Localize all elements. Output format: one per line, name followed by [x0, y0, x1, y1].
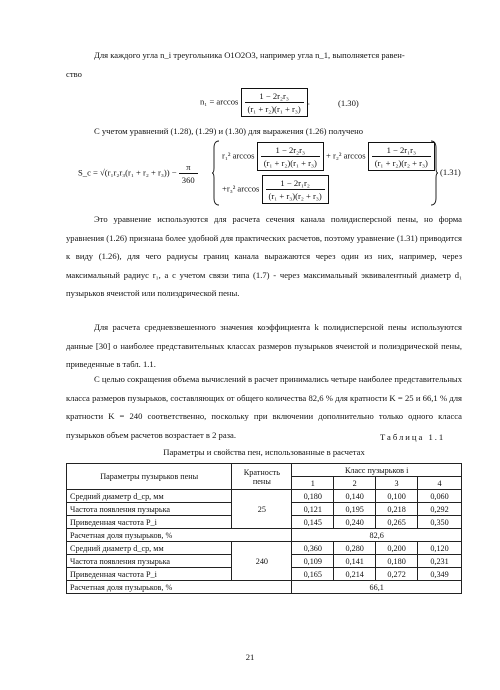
- equation-1-30: n₁ = arccos $\frac{\text{1 − 2r₂r₃}}{\text{(r₁ + r₂)(r₁ + r₃)}}$ .: [200, 88, 310, 117]
- eq130-lhs: n₁ = arccos: [200, 96, 239, 107]
- table-cell: 0,240: [334, 516, 376, 529]
- page-number: 21: [245, 652, 255, 662]
- eq131-pi: π: [179, 162, 198, 174]
- class-number: 4: [418, 477, 462, 490]
- class-number: 1: [292, 477, 334, 490]
- table-cell: 0,272: [376, 568, 418, 581]
- eq131-number: (1.31): [440, 167, 461, 177]
- row-label: Частота появления пузырька: [67, 555, 232, 568]
- paragraph-3: С целью сокращения объема вычислений в расчет принимались четыре наиболее представительных класса размеров пузырьков, составляющих от общего количества 82,6 % для кратности K = 25 и 66,1 % для кратности K = 240 соответственно, поскольку при включении дополнительно только одного класса пузырьков объем расчетов возрастает в 2 раза.: [66, 374, 462, 440]
- header-multiplicity: Кратность пены: [232, 464, 292, 490]
- table-row: [67, 529, 462, 542]
- eq131-term3-den: (r₁ + r₃)(r₂ + r₃): [268, 191, 322, 201]
- table-cell: 0,121: [292, 503, 334, 516]
- eq130-fraction: [245, 91, 304, 114]
- table-cell: 0,360: [292, 542, 334, 555]
- intro-line: Для каждого угла n_i треугольника O1O2O3, например угла n_1, выполняется равен-: [94, 50, 405, 60]
- table-cell: 0,120: [418, 542, 462, 555]
- intro-paragraph: [66, 46, 462, 83]
- eq131-term2: + r₂² arccos: [326, 150, 366, 161]
- class-number: 3: [376, 477, 418, 490]
- header-class: Класс пузырьков i: [292, 464, 462, 477]
- table-cell: 0,100: [376, 490, 418, 503]
- eq131-term2-num: 1 − 2r₁r₃: [372, 145, 431, 157]
- row-label: Приведенная частота P_i: [67, 568, 232, 581]
- table-row: [67, 581, 462, 594]
- multiplicity-value: 25: [232, 490, 292, 529]
- table-cell: 0,180: [376, 555, 418, 568]
- eq131-term1-fraction: [261, 145, 320, 168]
- equation-1-31-brace: [222, 142, 434, 204]
- table-row: [67, 490, 462, 503]
- table-cell: 0,292: [418, 503, 462, 516]
- table-cell: 0,218: [376, 503, 418, 516]
- table-cell: 0,180: [292, 490, 334, 503]
- class-number: 2: [334, 477, 376, 490]
- left-brace: [212, 140, 220, 206]
- eq131-term3-fraction: [266, 178, 325, 201]
- intro-line-2: ство: [66, 68, 82, 79]
- eq131-term2-fraction: [372, 145, 431, 168]
- table-cell: 0,349: [418, 568, 462, 581]
- table-cell: 0,109: [292, 555, 334, 568]
- row-label: Средний диаметр d_cp, мм: [67, 490, 232, 503]
- table-cell: 0,060: [418, 490, 462, 503]
- paragraph-after-130: С учетом уравнений (1.28), (1.29) и (1.30) для выражения (1.26) получено: [94, 126, 364, 136]
- parameters-table: [66, 463, 462, 594]
- table-label: Таблица 1.1: [380, 432, 446, 442]
- table-cell: 0,141: [334, 555, 376, 568]
- table-cell: 0,140: [334, 490, 376, 503]
- eq131-term2-den: (r₁ + r₂)(r₂ + r₃): [374, 158, 428, 168]
- table-row: [67, 542, 462, 555]
- table-cell: 0,265: [376, 516, 418, 529]
- table-cell: 0,165: [292, 568, 334, 581]
- eq131-term3-num: 1 − 2r₁r₂: [266, 178, 325, 190]
- share-value: 66,1: [292, 581, 462, 594]
- eq131-360: 360: [181, 175, 195, 185]
- paragraph-1: Это уравнение используются для расчета сечения канала полидисперсной пены, но форма уравнения (1.26) признана более удобной для практических расчетов, поэтому уравнение (1.31) приводится к виду (1.26), для чего радиусы границ канала выражаются через один из них, например, через максимальный радиус r₁, а с учетом связи типа (1.7) - через максимальный эквивалентный диаметр d₁ пузырьков ячеистой или полиэдрической пены.: [66, 214, 462, 298]
- eq131-lhs: S_c = √(r₁r₂r₃(r₁ + r₂ + r₃)) −: [78, 167, 177, 178]
- table-cell: 0,200: [376, 542, 418, 555]
- table-caption: Параметры и свойства пен, использованные в расчетах: [163, 447, 365, 457]
- table-cell: 0,280: [334, 542, 376, 555]
- share-value: 82,6: [292, 529, 462, 542]
- right-brace: [430, 140, 438, 206]
- eq130-numerator: 1 − 2r₂r₃: [245, 91, 304, 103]
- multiplicity-value: 240: [232, 542, 292, 581]
- row-label: Приведенная частота P_i: [67, 516, 232, 529]
- eq130-bracket: [241, 88, 308, 117]
- share-label: Расчетная доля пузырьков, %: [67, 581, 292, 594]
- table-cell: 0,195: [334, 503, 376, 516]
- table-cell: 0,214: [334, 568, 376, 581]
- equation-1-31-lhs: [78, 162, 198, 185]
- table-cell: 0,145: [292, 516, 334, 529]
- share-label: Расчетная доля пузырьков, %: [67, 529, 292, 542]
- table-header-row: [67, 464, 462, 477]
- row-label: Частота появления пузырька: [67, 503, 232, 516]
- eq131-term1-den: (r₁ + r₂)(r₁ + r₃): [263, 158, 317, 168]
- eq131-term1-num: 1 − 2r₂r₃: [261, 145, 320, 157]
- paragraph-2: Для расчета средневзвешенного значения коэффициента k полидисперсной пены используются данные [30] о наиболее представительных классах размеров пузырьков ячеистой и полиэдрической пены, приведенные в табл. 1.1.: [66, 322, 462, 369]
- eq130-denominator: (r₁ + r₂)(r₁ + r₃): [247, 104, 301, 114]
- row-label: Средний диаметр d_cp, мм: [67, 542, 232, 555]
- eq131-term1: r₁² arccos: [222, 150, 255, 161]
- header-params: Параметры пузырьков пены: [67, 464, 232, 490]
- eq130-number: (1.30): [338, 98, 359, 108]
- eq131-term1-bracket: [257, 142, 324, 171]
- table-cell: 0,350: [418, 516, 462, 529]
- eq131-term2-bracket: [368, 142, 435, 171]
- table-cell: 0,231: [418, 555, 462, 568]
- eq131-term3-bracket: [262, 175, 329, 204]
- eq131-term3: +r₃² arccos: [222, 183, 260, 194]
- eq131-pi-fraction: [179, 162, 198, 185]
